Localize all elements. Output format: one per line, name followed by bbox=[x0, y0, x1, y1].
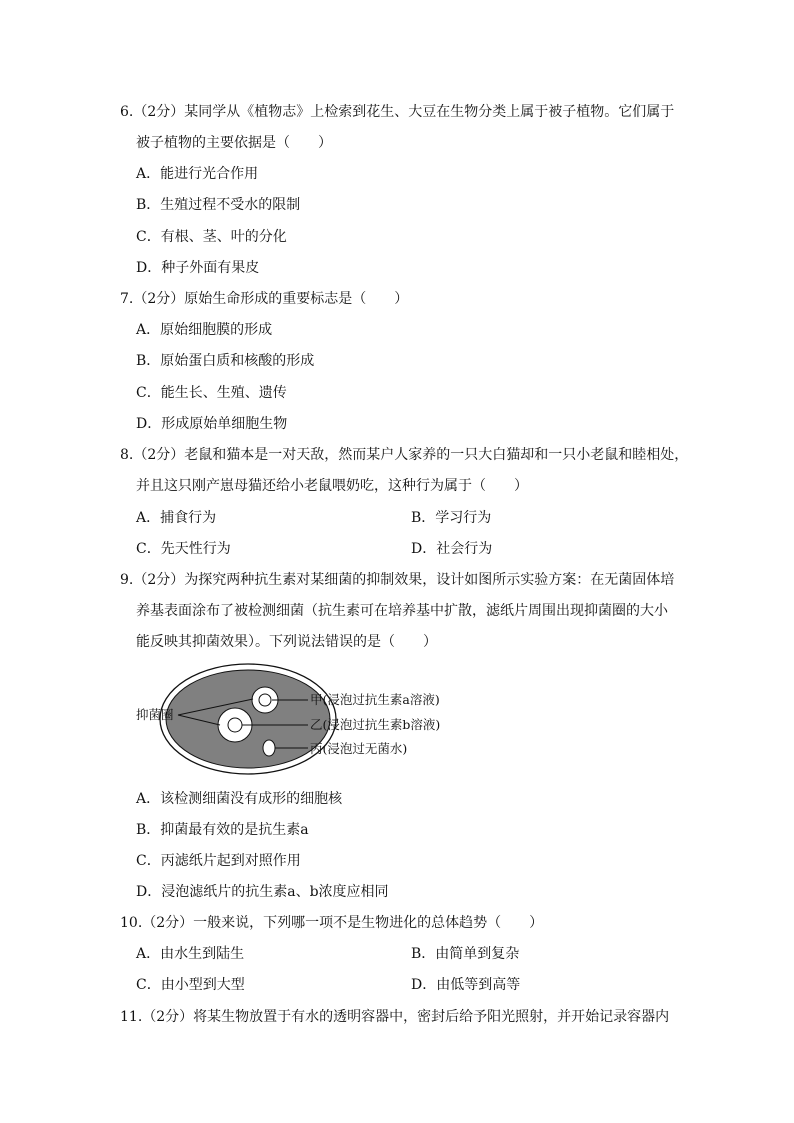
question-10-option-b: B．由简单到复杂 bbox=[411, 946, 520, 962]
question-7-option-b: B．原始蛋白质和核酸的形成 bbox=[136, 353, 315, 369]
question-10-option-d: D．由低等到高等 bbox=[411, 977, 521, 993]
question-9-option-b: B．抑菌最有效的是抗生素a bbox=[136, 822, 309, 838]
question-7-option-d: D．形成原始单细胞生物 bbox=[136, 416, 288, 432]
question-6-option-d: D．种子外面有果皮 bbox=[136, 260, 260, 276]
question-8-option-b: B．学习行为 bbox=[411, 510, 492, 526]
filter-a-label: 甲(浸泡过抗生素a溶液) bbox=[310, 692, 440, 707]
question-10-stem-line-1: 10.（2分）一般来说，下列哪一项不是生物进化的总体趋势（ ） bbox=[120, 915, 544, 931]
filter-paper-c bbox=[263, 740, 275, 756]
question-9-stem-line-2: 养基表面涂布了被检测细菌（抗生素可在培养基中扩散，滤纸片周围出现抑菌圈的大小 bbox=[136, 603, 668, 619]
filter-c-label: 丙(浸泡过无菌水) bbox=[310, 741, 408, 756]
question-9-stem-line-3: 能反映其抑菌效果）。下列说法错误的是（ ） bbox=[136, 634, 437, 650]
question-9-stem-line-1: 9.（2分）为探究两种抗生素对某细菌的抑制效果，设计如图所示实验方案：在无菌固体培 bbox=[120, 572, 675, 588]
question-6-stem-line-1: 6.（2分）某同学从《植物志》上检索到花生、大豆在生物分类上属于被子植物。它们属于 bbox=[120, 104, 675, 120]
inhibition-zone-label: 抑菌圈 bbox=[136, 707, 174, 722]
question-6-option-b: B．生殖过程不受水的限制 bbox=[136, 197, 301, 213]
question-7-option-c: C．能生长、生殖、遗传 bbox=[136, 385, 287, 401]
question-9-option-a: A．该检测细菌没有成形的细胞核 bbox=[136, 791, 343, 807]
question-7-option-a: A．原始细胞膜的形成 bbox=[136, 322, 273, 338]
question-8-option-c: C．先天性行为 bbox=[136, 541, 231, 557]
question-6-stem-line-2: 被子植物的主要依据是（ ） bbox=[136, 135, 332, 151]
question-9-option-d: D．浸泡滤纸片的抗生素a、b浓度应相同 bbox=[136, 884, 389, 900]
question-10-option-a: A．由水生到陆生 bbox=[136, 946, 245, 962]
filter-paper-a bbox=[259, 694, 271, 706]
question-6-option-c: C．有根、茎、叶的分化 bbox=[136, 229, 287, 245]
question-10-option-c: C．由小型到大型 bbox=[136, 977, 245, 993]
filter-b-label: 乙(浸泡过抗生素b溶液) bbox=[310, 717, 441, 732]
question-7-stem-line-1: 7.（2分）原始生命形成的重要标志是（ ） bbox=[120, 291, 409, 307]
question-9-option-c: C．丙滤纸片起到对照作用 bbox=[136, 853, 301, 869]
question-6-option-a: A．能进行光合作用 bbox=[136, 166, 259, 182]
question-8-stem-line-1: 8.（2分）老鼠和猫本是一对天敌，然而某户人家养的一只大白猫却和一只小老鼠和睦相处， bbox=[120, 447, 689, 463]
filter-paper-b bbox=[228, 718, 242, 732]
question-8-stem-line-2: 并且这只刚产崽母猫还给小老鼠喂奶吃，这种行为属于（ ） bbox=[136, 478, 528, 494]
question-11-stem-line-1: 11.（2分）将某生物放置于有水的透明容器中，密封后给予阳光照射，并开始记录容器内 bbox=[120, 1009, 670, 1025]
petri-dish-figure bbox=[134, 662, 464, 782]
question-8-option-d: D．社会行为 bbox=[411, 541, 493, 557]
question-8-option-a: A．捕食行为 bbox=[136, 510, 217, 526]
